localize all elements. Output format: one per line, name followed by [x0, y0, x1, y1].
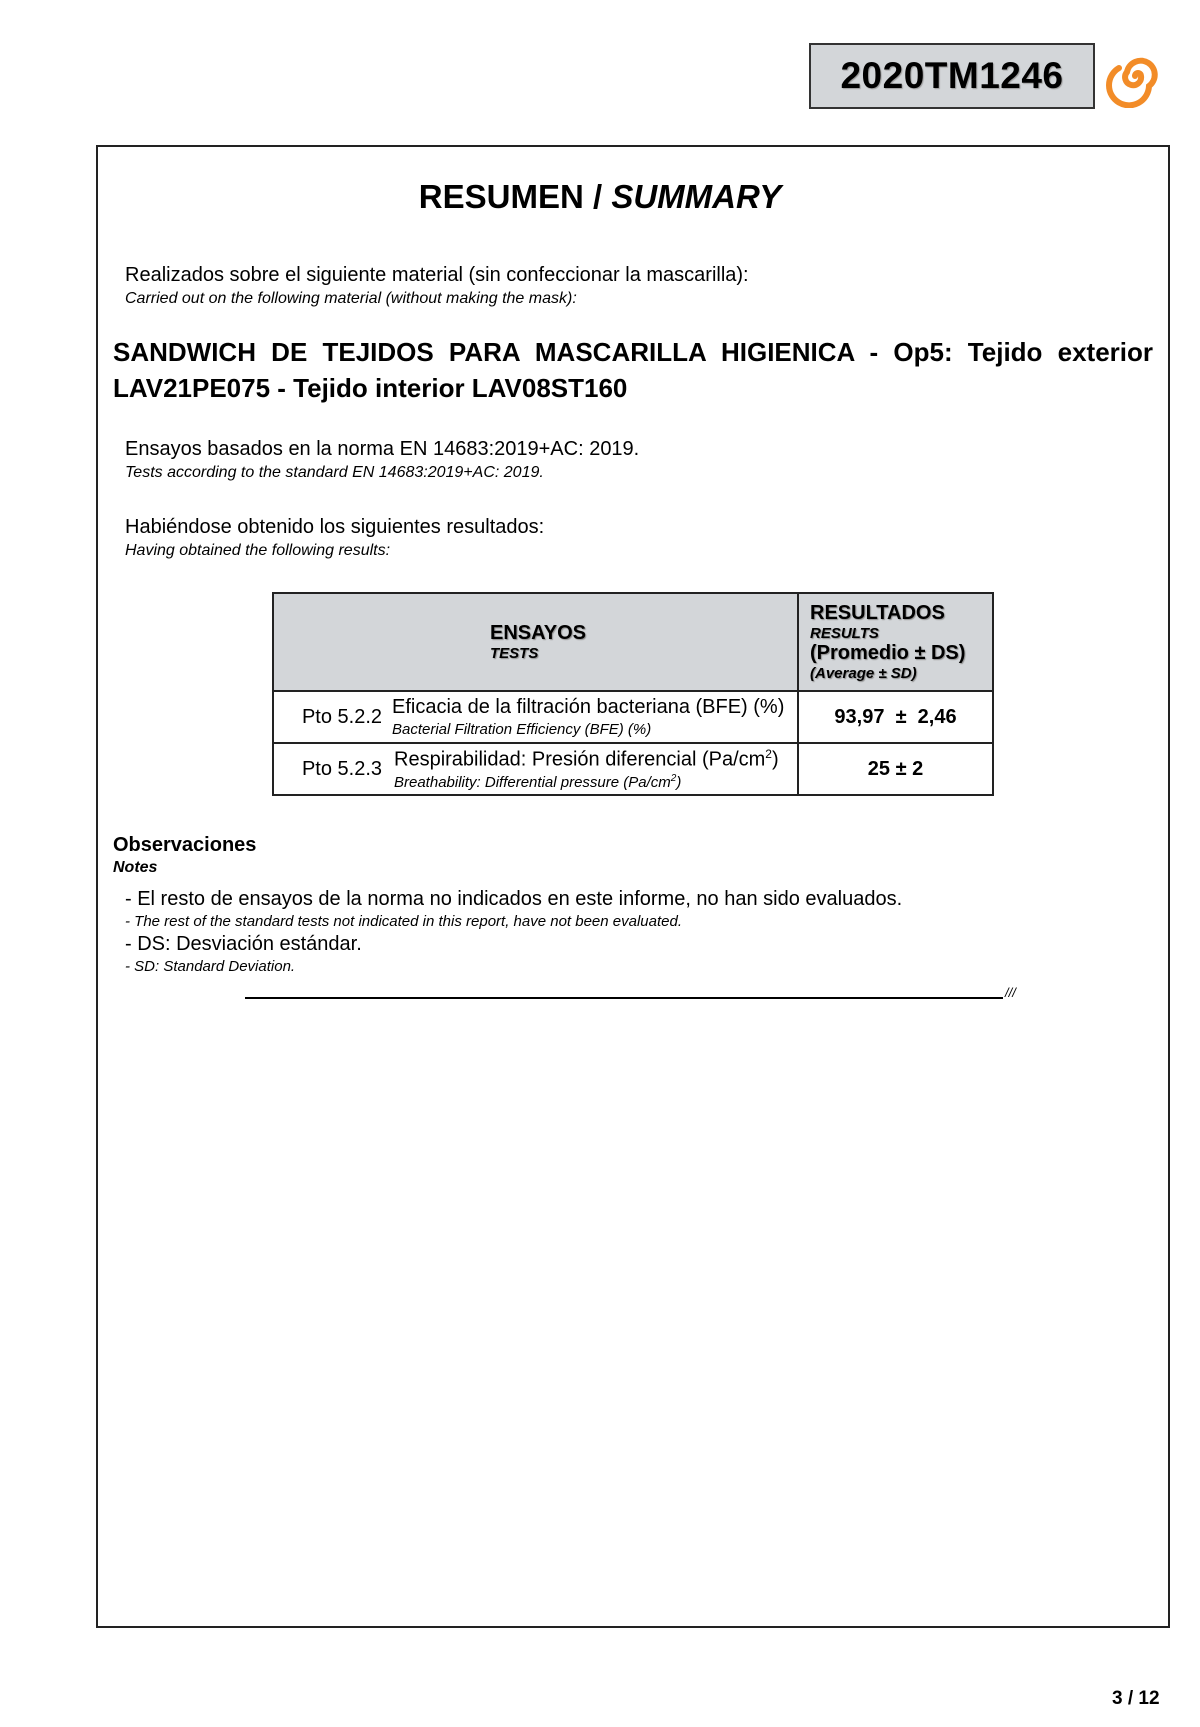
result-value: 25 ± 2 [798, 743, 993, 795]
standard-english: Tests according to the standard EN 14683:2019+AC: 2019. [125, 464, 544, 481]
tests-header [273, 593, 798, 691]
material-description: SANDWICH DE TEJIDOS PARA MASCARILLA HIGIENICA - Op5: Tejido exterior LAV21PE075 - Tejido interior LAV08ST160 [113, 337, 1153, 403]
test-name-en: Bacterial Filtration Efficiency (BFE) (%) [392, 721, 652, 738]
result-value: 93,97 ± 2,46 [798, 691, 993, 743]
notes-title: Notes [113, 859, 158, 876]
page-title [0, 178, 1200, 216]
spiral-logo-icon [1106, 46, 1170, 108]
tests-header-en: TESTS [490, 645, 539, 662]
note-item-es: - DS: Desviación estándar. [125, 933, 362, 955]
title-english: SUMMARY [611, 178, 782, 215]
table-header-row [273, 593, 993, 691]
end-rule [245, 997, 1003, 999]
table-row [273, 743, 993, 795]
results-header [798, 593, 993, 691]
intro-english: Carried out on the following material (without making the mask): [125, 290, 577, 307]
test-name-es: Respirabilidad: Presión diferencial $(Pa/cm^2)$ [394, 746, 779, 771]
intro-spanish: Realizados sobre el siguiente material (sin confeccionar la mascarilla): [125, 264, 749, 286]
tests-header-es: ENSAYOS [490, 622, 586, 644]
stat-header-en: (Average ± SD) [810, 665, 917, 682]
test-cell [273, 743, 798, 795]
test-name-es: Eficacia de la filtración bacteriana (BFE) (%) [392, 696, 785, 718]
test-point: Pto 5.2.3 [301, 757, 382, 780]
observations-title: Observaciones [113, 834, 257, 856]
results-intro-spanish: Habiéndose obtenido los siguientes resultados: [125, 516, 545, 538]
note-item-en: - SD: Standard Deviation. [125, 958, 296, 975]
end-mark: /// [1005, 985, 1016, 1000]
page-number: 3 / 12 [1112, 1688, 1160, 1709]
table-row [273, 691, 993, 743]
test-cell [273, 691, 798, 743]
results-header-es: RESULTADOS [810, 601, 945, 624]
report-code: 2020TM1246 [809, 43, 1095, 109]
stat-header-es: (Promedio ± DS) [810, 642, 966, 664]
results-table [272, 592, 994, 796]
note-item-es: - El resto de ensayos de la norma no indicados en este informe, no han sido evaluados. [125, 888, 903, 910]
results-header-en: RESULTS [810, 624, 879, 642]
note-item-en: - The rest of the standard tests not indicated in this report, have not been evaluated. [125, 913, 683, 930]
title-spanish: RESUMEN / [418, 178, 612, 215]
test-name-en: Breathability: Differential pressure $(Pa/cm^2)$ [394, 773, 682, 792]
results-intro-english: Having obtained the following results: [125, 542, 391, 559]
standard-spanish: Ensayos basados en la norma EN 14683:2019+AC: 2019. [125, 438, 640, 460]
test-point: Pto 5.2.2 [301, 705, 382, 728]
